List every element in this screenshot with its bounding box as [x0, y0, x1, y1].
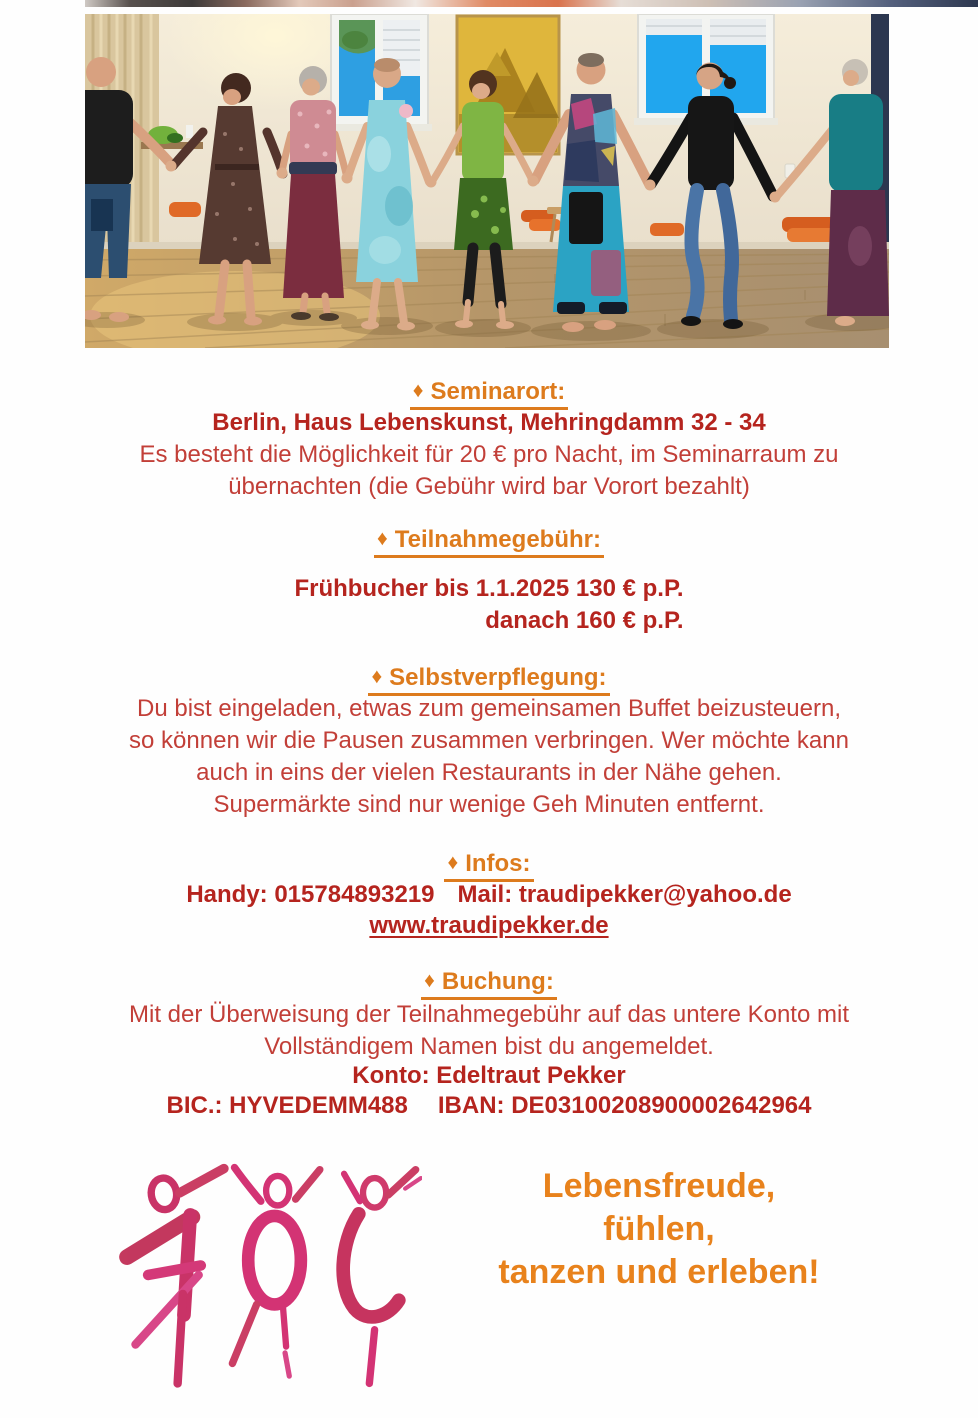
iban-value: IBAN: DE03100208900002642964 — [437, 1092, 812, 1119]
buchung-line-2: Vollständigem Namen bist du angemeldet. — [264, 1033, 714, 1060]
buchung-line-1: Mit der Überweisung der Teilnahmegebühr auf das untere Konto mit — [129, 1001, 849, 1028]
selbstverpflegung-line-3: auch in eins der vielen Restaurants in der Nähe gehen. — [196, 759, 782, 786]
slogan — [470, 1165, 848, 1294]
dancers-illustration — [85, 14, 889, 348]
section-heading-buchung — [0, 968, 978, 1000]
diamond-bullet-icon: ♦ — [447, 851, 459, 874]
slogan-line-2: fühlen, — [603, 1210, 715, 1248]
heading-text: Selbstverpflegung: — [389, 664, 607, 691]
heading-text: Infos: — [465, 850, 531, 877]
bic-value: BIC.: HYVEDEMM488 — [166, 1092, 408, 1119]
seminarort-line-2: übernachten (die Gebühr wird bar Vorort bezahlt) — [228, 473, 750, 500]
logo-illustration — [106, 1158, 422, 1413]
selbstverpflegung-line-4: Supermärkte sind nur wenige Geh Minuten entfernt. — [213, 791, 765, 818]
heading-text: Buchung: — [441, 968, 554, 995]
dancing-figures-logo — [106, 1158, 422, 1413]
seminarort-line-1: Es besteht die Möglichkeit für 20 € pro Nacht, im Seminarraum zu — [139, 441, 839, 468]
selbstverpflegung-line-2: so können wir die Pausen zusammen verbringen. Wer möchte kann — [129, 727, 849, 754]
slogan-line-1: Lebensfreude, — [542, 1167, 776, 1205]
selbstverpflegung-line-1: Du bist eingeladen, etwas zum gemeinsamen Buffet beizusteuern, — [137, 695, 841, 722]
diamond-bullet-icon: ♦ — [412, 379, 424, 402]
top-image-strip — [85, 0, 978, 7]
website-link[interactable]: www.traudipekker.de — [369, 912, 609, 939]
diamond-bullet-icon: ♦ — [371, 665, 383, 688]
konto-line: Konto: Edeltraut Pekker — [352, 1062, 626, 1089]
fee-later: danach 160 € p.P. — [485, 607, 684, 634]
section-heading-seminarort — [0, 378, 978, 410]
email-value: Mail: traudipekker@yahoo.de — [457, 881, 792, 908]
diamond-bullet-icon: ♦ — [377, 527, 388, 550]
section-heading-infos — [0, 850, 978, 882]
section-heading-selbstverpflegung — [0, 664, 978, 696]
section-heading-teilnahmegebuehr — [0, 526, 978, 558]
seminar-location: Berlin, Haus Lebenskunst, Mehringdamm 32 - 34 — [212, 409, 766, 436]
website-line — [0, 911, 978, 941]
heading-text: Seminarort: — [430, 378, 566, 405]
heading-text: Teilnahmegebühr: — [394, 526, 601, 553]
diamond-bullet-icon: ♦ — [424, 969, 435, 992]
bank-line — [0, 1091, 978, 1121]
logo-figure-3 — [343, 1170, 421, 1384]
logo-figure-2 — [232, 1168, 319, 1377]
fee-earlybird: Frühbucher bis 1.1.2025 130 € p.P. — [294, 575, 684, 602]
phone-value: Handy: 015784893219 — [186, 881, 435, 908]
seminar-photo — [85, 14, 889, 348]
logo-figure-1 — [127, 1169, 224, 1384]
fee-block — [0, 573, 978, 637]
contact-line — [0, 880, 978, 910]
slogan-line-3: tanzen und erleben! — [498, 1253, 820, 1291]
